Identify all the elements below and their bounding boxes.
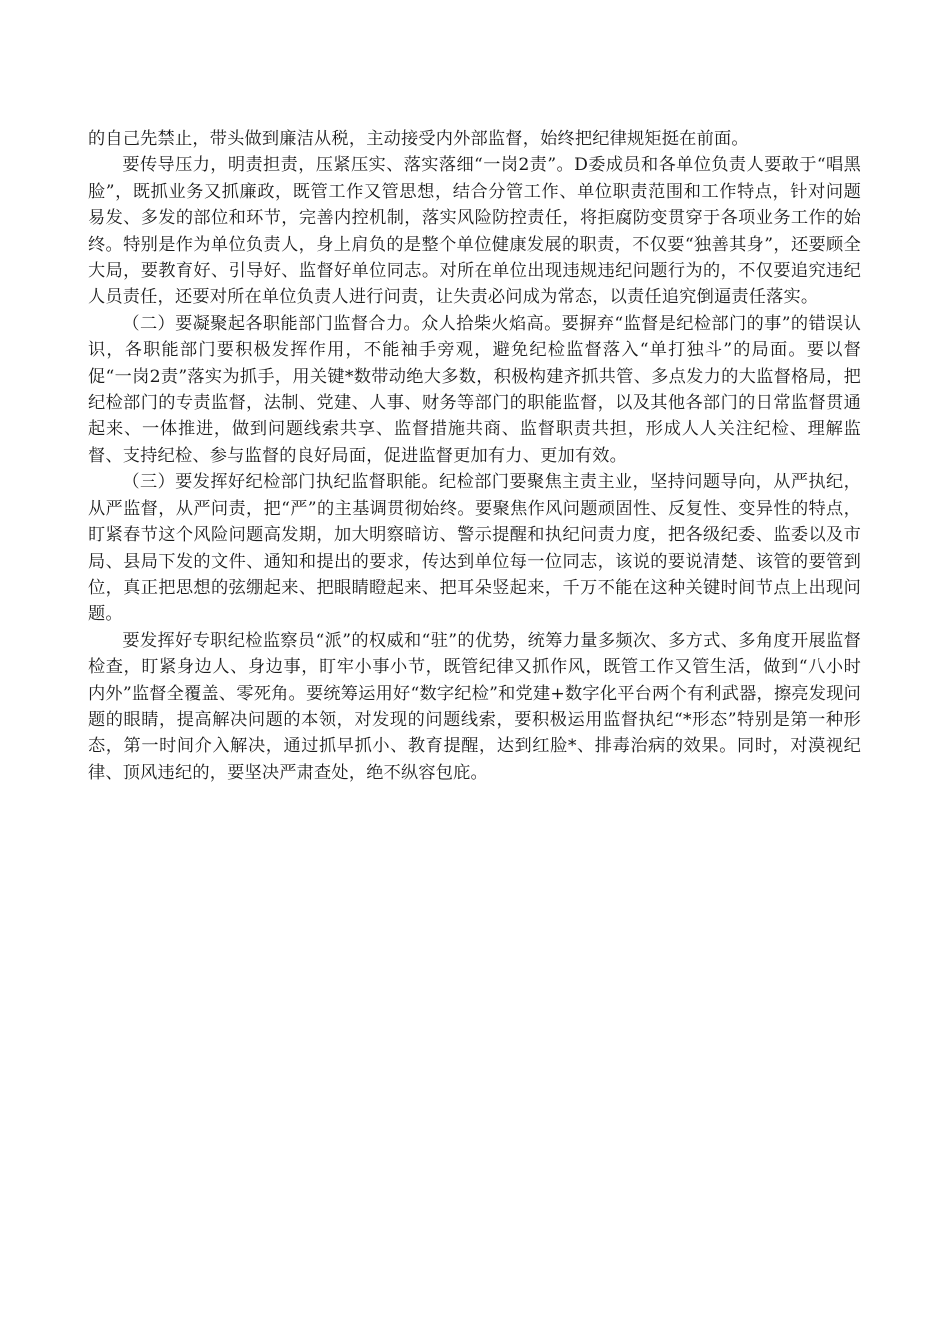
- paragraph-supervisors: 要发挥好专职纪检监察员“派”的权威和“驻”的优势，统筹力量多频次、多方式、多角度开展监督检查，盯紧身边人、身边事，盯牢小事小节，既管纪律又抓作风，既管工作又管生活，做到“八小时内外”监督全覆盖、零死角。要统筹运用好“数字纪检”和党建+数字化平台两个有利武器，擦亮发现问题的眼睛，提高解决问题的本领，对发现的问题线索，要积极运用监督执纪“*形态”特别是第一种形态，第一时间介入解决，通过抓早抓小、教育提醒，达到红脸*、排毒治病的效果。同时，对漠视纪律、顶风违纪的，要坚决严肃查处，绝不纵容包庇。: [88, 630, 861, 783]
- paragraph-section-two: （二）要凝聚起各职能部门监督合力。众人拾柴火焰高。要摒弃“监督是纪检部门的事”的错误认识，各职能部门要积极发挥作用，不能袖手旁观，避免纪检监督落入“单打独斗”的局面。要以督促“一岗2责”落实为抓手，用关键*数带动绝大多数，积极构建齐抓共管、多点发力的大监督格局，把纪检部门的专责监督，法制、党建、人事、财务等部门的职能监督，以及其他各部门的日常监督贯通起来、一体推进，做到问题线索共享、监督措施共商、监督职责共担，形成人人关注纪检、理解监督、支持纪检、参与监督的良好局面，促进监督更加有力、更加有效。: [88, 313, 861, 466]
- paragraph-continuation: 的自己先禁止，带头做到廉洁从税，主动接受内外部监督，始终把纪律规矩挺在前面。: [88, 129, 749, 149]
- paragraph-responsibility: 要传导压力，明责担责，压紧压实、落实落细“一岗2责”。D委成员和各单位负责人要敢于“唱黑脸”，既抓业务又抓廉政，既管工作又管思想，结合分管工作、单位职责范围和工作特点，针对问题易发、多发的部位和环节，完善内控机制，落实风险防控责任，将拒腐防变贯穿于各项业务工作的始终。特别是作为单位负责人，身上肩负的是整个单位健康发展的职责，不仅要“独善其身”，还要顾全大局，要教育好、引导好、监督好单位同志。对所在单位出现违规违纪问题行为的，不仅要追究违纪人员责任，还要对所在单位负责人进行问责，让失责必问成为常态，以责任追究倒逼责任落实。: [88, 155, 861, 308]
- document-body: [88, 126, 861, 786]
- paragraph-section-three: （三）要发挥好纪检部门执纪监督职能。纪检部门要聚焦主责主业，坚持问题导向，从严执纪，从严监督，从严问责，把“严”的主基调贯彻始终。要聚焦作风问题顽固性、反复性、变异性的特点，盯紧春节这个风险问题高发期，加大明察暗访、警示提醒和执纪问责力度，把各级纪委、监委以及市局、县局下发的文件、通知和提出的要求，传达到单位每一位同志，该说的要说清楚、该管的要管到位，真正把思想的弦绷起来、把眼睛瞪起来、把耳朵竖起来，千万不能在这种关键时间节点上出现问题。: [88, 472, 861, 625]
